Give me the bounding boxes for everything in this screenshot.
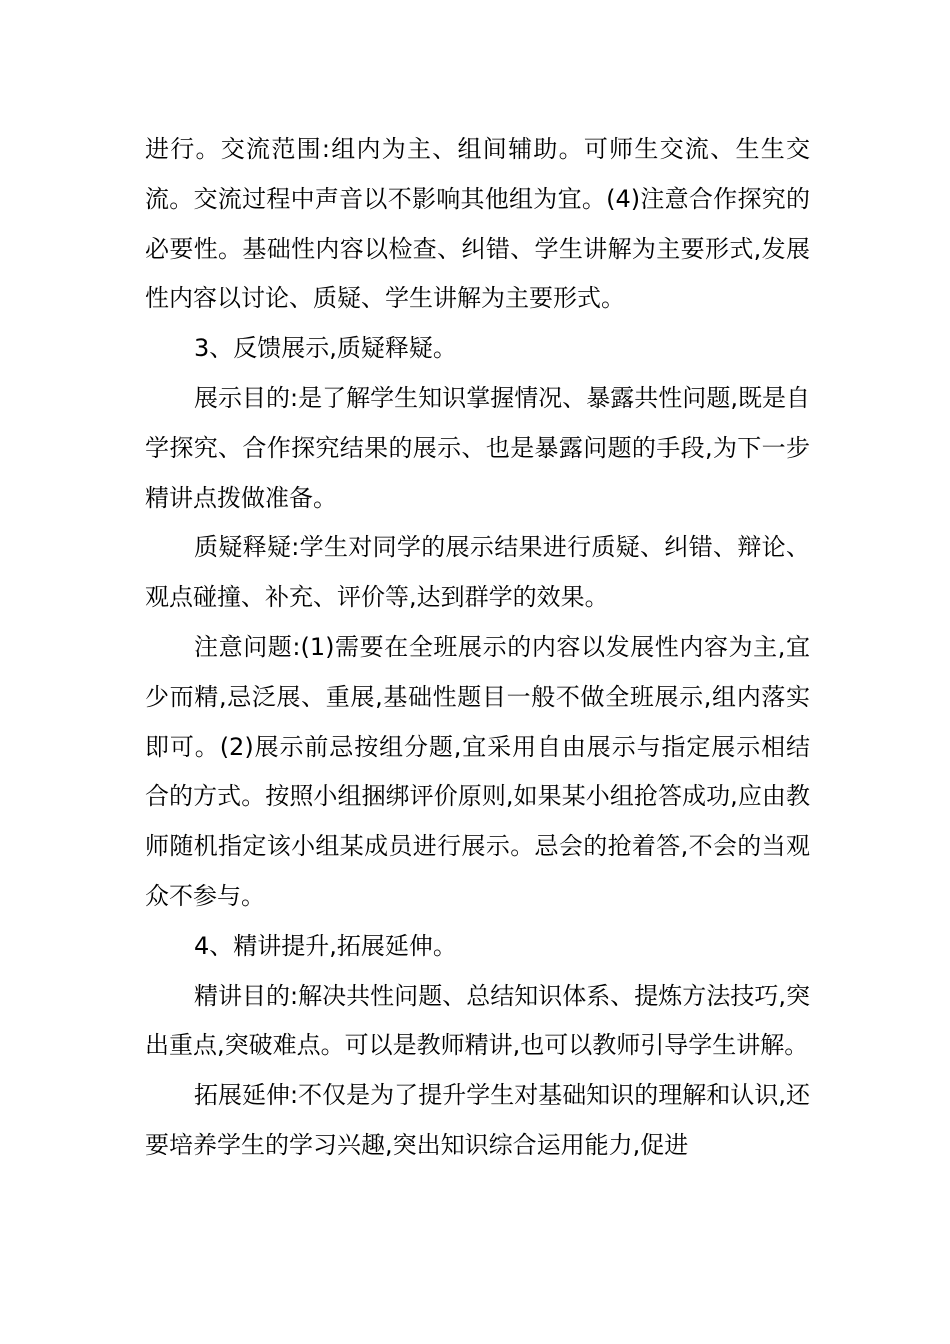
paragraph-display-purpose: 展示目的:是了解学生知识掌握情况、暴露共性问题,既是自学探究、合作探究结果的展示、也是暴露问题的手段,为下一步精讲点拨做准备。: [145, 383, 810, 512]
section-heading-feedback: 3、反馈展示,质疑释疑。: [194, 334, 457, 363]
paragraph-notes: 注意问题:(1)需要在全班展示的内容以发展性内容为主,宜少而精,忌泛展、重展,基础性题目一般不做全班展示,组内落实即可。(2)展示前忌按组分题,宜采用自由展示与指定展示相结合的方式。按照小组捆绑评价原则,如果某小组抢答成功,应由教师随机指定该小组某成员进行展示。忌会的抢着答,不会的当观众不参与。: [145, 632, 810, 910]
document-page: [145, 125, 810, 1171]
section-heading-lecture: 4、精讲提升,拓展延伸。: [194, 931, 457, 960]
paragraph-lecture-purpose: 精讲目的:解决共性问题、总结知识体系、提炼方法技巧,突出重点,突破难点。可以是教师精讲,也可以教师引导学生讲解。: [145, 981, 810, 1060]
paragraph-questioning: 质疑释疑:学生对同学的展示结果进行质疑、纠错、辩论、观点碰撞、补充、评价等,达到群学的效果。: [145, 533, 810, 612]
paragraph-extension: 拓展延伸:不仅是为了提升学生对基础知识的理解和认识,还要培养学生的学习兴趣,突出知识综合运用能力,促进: [145, 1081, 810, 1159]
paragraph-continuation: 进行。交流范围:组内为主、组间辅助。可师生交流、生生交流。交流过程中声音以不影响其他组为宜。(4)注意合作探究的必要性。基础性内容以检查、纠错、学生讲解为主要形式,发展性内容以讨论、质疑、学生讲解为主要形式。: [145, 135, 810, 313]
